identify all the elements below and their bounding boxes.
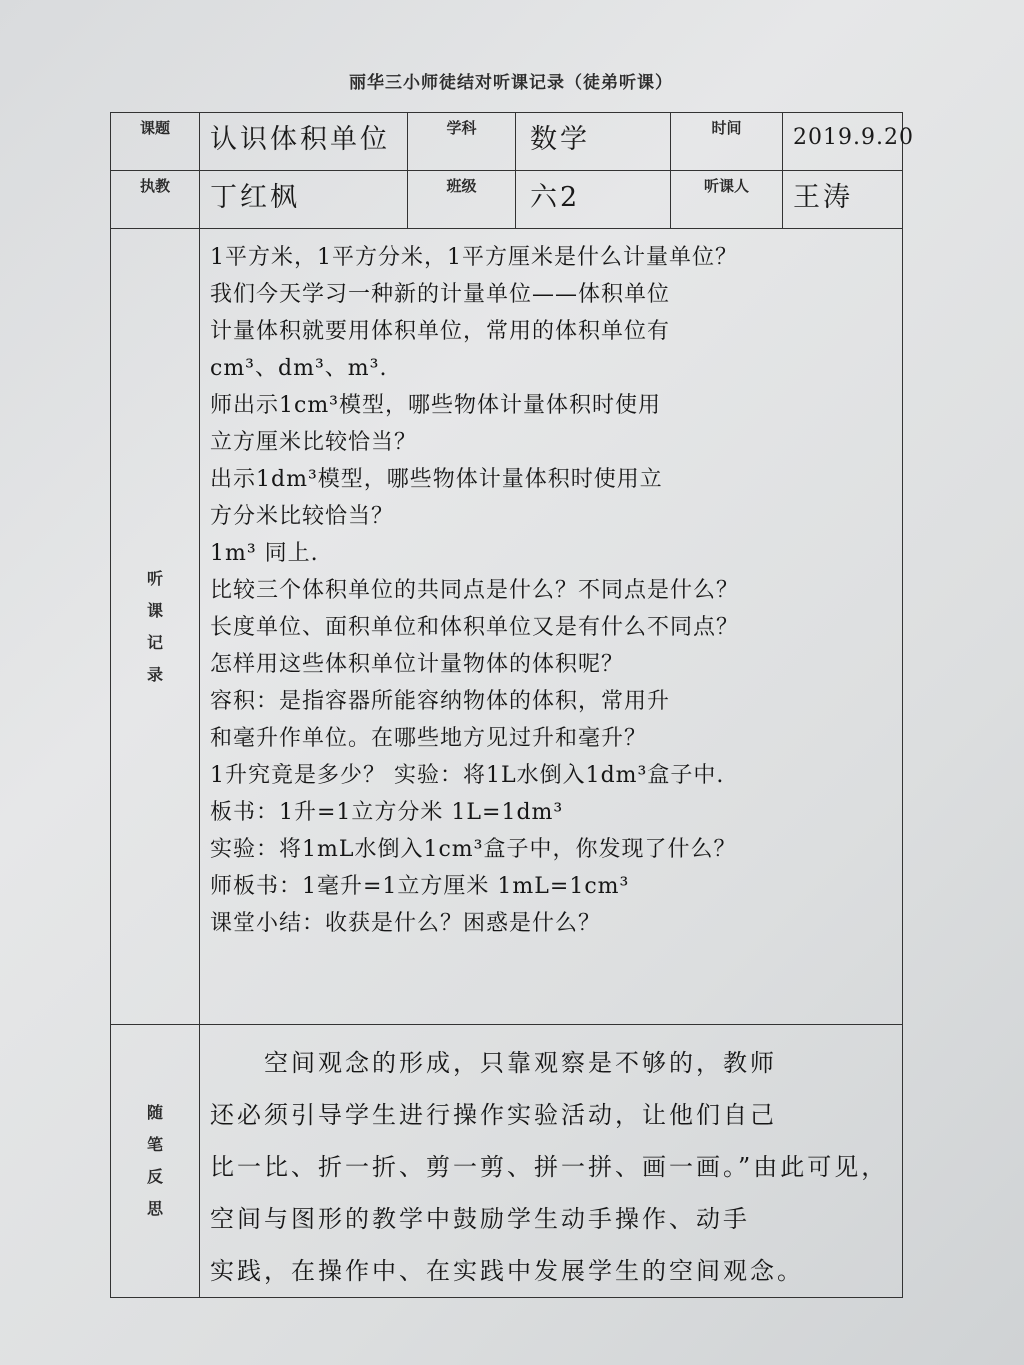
- teacher-value: 丁红枫: [200, 171, 408, 229]
- reflection-row: [111, 1025, 903, 1298]
- note-line: 1平方米，1平方分米，1平方厘米是什么计量单位？: [210, 245, 738, 270]
- note-line: 课堂小结：收获是什么？困惑是什么？: [210, 911, 602, 936]
- notes-content: [200, 229, 903, 1025]
- header-row-1: [111, 113, 903, 171]
- label-topic: 课题: [111, 113, 200, 171]
- reflection-line: 空间观念的形成，只靠观察是不够的，教师: [264, 1049, 777, 1077]
- note-line: 出示1dm³模型，哪些物体计量体积时使用立: [210, 467, 663, 492]
- record-form: [110, 112, 914, 1298]
- notes-label: 听 课 记 录: [111, 229, 200, 1025]
- note-line: 长度单位、面积单位和体积单位又是有什么不同点？: [210, 615, 740, 640]
- label-time: 时间: [671, 113, 783, 171]
- note-line: 1升究竟是多少？ 实验：将1L水倒入1dm³盒子中.: [210, 763, 725, 788]
- reflection-line: 空间与图形的教学中鼓励学生动手操作、动手: [210, 1205, 750, 1233]
- notes-row: [111, 229, 903, 1025]
- label-teacher: 执教: [111, 171, 200, 229]
- topic-value: 认识体积单位: [200, 113, 408, 171]
- reflection-line: 实践，在操作中、在实践中发展学生的空间观念。: [210, 1257, 804, 1285]
- note-line: 板书：1升=1立方分米 1L=1dm³: [210, 800, 564, 825]
- reflection-line: 还必须引导学生进行操作实验活动，让他们自己: [210, 1101, 777, 1129]
- note-line: 1m³ 同上.: [210, 541, 319, 566]
- header-row-2: [111, 171, 903, 229]
- note-line: 容积：是指容器所能容纳物体的体积，常用升: [210, 689, 671, 714]
- record-sheet: [96, 40, 926, 1340]
- label-class: 班级: [408, 171, 516, 229]
- label-listener: 听课人: [671, 171, 783, 229]
- note-line: 立方厘米比较恰当？: [210, 430, 418, 455]
- note-line: 和毫升作单位。在哪些地方见过升和毫升？: [210, 726, 648, 751]
- listener-value: 王涛: [783, 171, 903, 229]
- note-line: 师板书：1毫升=1立方厘米 1mL=1cm³: [210, 874, 630, 899]
- reflection-label: 随 笔 反 思: [111, 1025, 200, 1298]
- reflection-content: [200, 1025, 903, 1298]
- time-value: 2019.9.20: [783, 113, 903, 171]
- note-line: 比较三个体积单位的共同点是什么？不同点是什么？: [210, 578, 740, 603]
- page-title: 丽华三小师徒结对听课记录（徒弟听课）: [349, 73, 673, 93]
- class-value: 六2: [516, 171, 671, 229]
- note-line: 怎样用这些体积单位计量物体的体积呢？: [210, 652, 625, 677]
- note-line: cm³、dm³、m³.: [210, 356, 388, 381]
- note-line: 实验：将1mL水倒入1cm³盒子中，你发现了什么？: [210, 837, 737, 862]
- reflection-line: 比一比、折一折、剪一剪、拼一拼、画一画。”由此可见，: [210, 1153, 889, 1181]
- note-line: 方分米比较恰当？: [210, 504, 395, 529]
- note-line: 计量体积就要用体积单位，常用的体积单位有: [210, 319, 671, 344]
- note-line: 师出示1cm³模型，哪些物体计量体积时使用: [210, 393, 662, 418]
- label-subject: 学科: [408, 113, 516, 171]
- subject-value: 数学: [516, 113, 671, 171]
- note-line: 我们今天学习一种新的计量单位——体积单位: [210, 282, 671, 307]
